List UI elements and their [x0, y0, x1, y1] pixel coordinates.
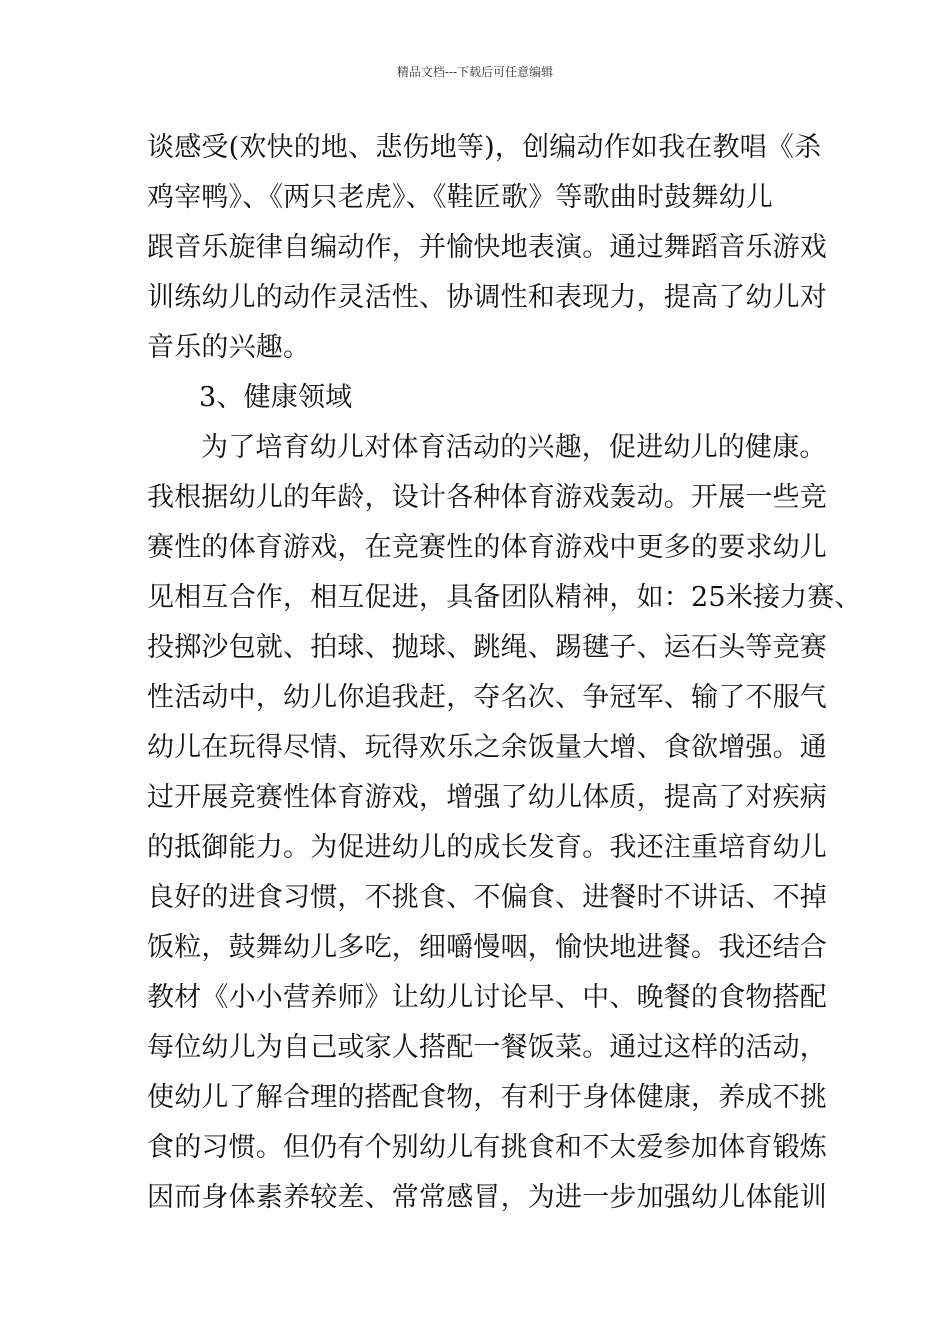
text-line: 食的习惯。但仍有个别幼儿有挑食和不太爱参加体育锻炼 [147, 1132, 827, 1163]
text-line: 良好的进食习惯，不挑食、不偏食、进餐时不讲话、不掉 [147, 882, 827, 913]
text-line: 使幼儿了解合理的搭配食物，有利于身体健康，养成不挑 [147, 1082, 827, 1113]
text-line: 幼儿在玩得尽情、玩得欢乐之余饭量大增、食欲增强。通 [147, 732, 827, 763]
text-line: 谈感受(欢快的地、悲伤地等)，创编动作如我在教唱《杀 [147, 132, 822, 163]
text-line: 饭粒，鼓舞幼儿多吃，细嚼慢咽，愉快地进餐。我还结合 [147, 932, 827, 963]
text-line: 跟音乐旋律自编动作，并愉快地表演。通过舞蹈音乐游戏 [147, 232, 827, 263]
text-line: 我根据幼儿的年龄，设计各种体育游戏轰动。开展一些竞 [147, 482, 827, 513]
text-line: 赛性的体育游戏，在竞赛性的体育游戏中更多的要求幼儿 [147, 532, 827, 563]
text-line: 音乐的兴趣。 [147, 332, 311, 363]
text-line: 训练幼儿的动作灵活性、协调性和表现力，提高了幼儿对 [147, 282, 827, 313]
section-heading-health [147, 373, 827, 423]
text-line: 见相互合作，相互促进，具备团队精神，如：25米接力赛、 [147, 582, 862, 613]
text-line: 性活动中，幼儿你追我赶，夺名次、争冠军、输了不服气 [147, 682, 827, 713]
text-line: 鸡宰鸭》、《两只老虎》、《鞋匠歌》等歌曲时鼓舞幼儿 [147, 182, 773, 213]
page-header: 精品文档---下载后可任意编辑 [396, 65, 554, 79]
text-line: 投掷沙包就、拍球、抛球、跳绳、踢毽子、运石头等竞赛 [147, 632, 827, 663]
text-line: 过开展竞赛性体育游戏，增强了幼儿体质，提高了对疾病 [147, 782, 827, 813]
text-line: 教材《小小营养师》让幼儿讨论早、中、晚餐的食物搭配 [147, 982, 827, 1013]
section-heading: 3、健康领域 [199, 382, 353, 413]
paragraph-music [147, 123, 827, 373]
paragraph-health [147, 423, 862, 1223]
text-line: 为了培育幼儿对体育活动的兴趣，促进幼儿的健康。 [201, 432, 827, 463]
text-line: 的抵御能力。为促进幼儿的成长发育。我还注重培育幼儿 [147, 832, 827, 863]
text-line: 每位幼儿为自己或家人搭配一餐饭菜。通过这样的活动， [147, 1032, 827, 1063]
text-line: 因而身体素养较差、常常感冒，为进一步加强幼儿体能训 [147, 1182, 827, 1213]
document-body [147, 123, 862, 1223]
